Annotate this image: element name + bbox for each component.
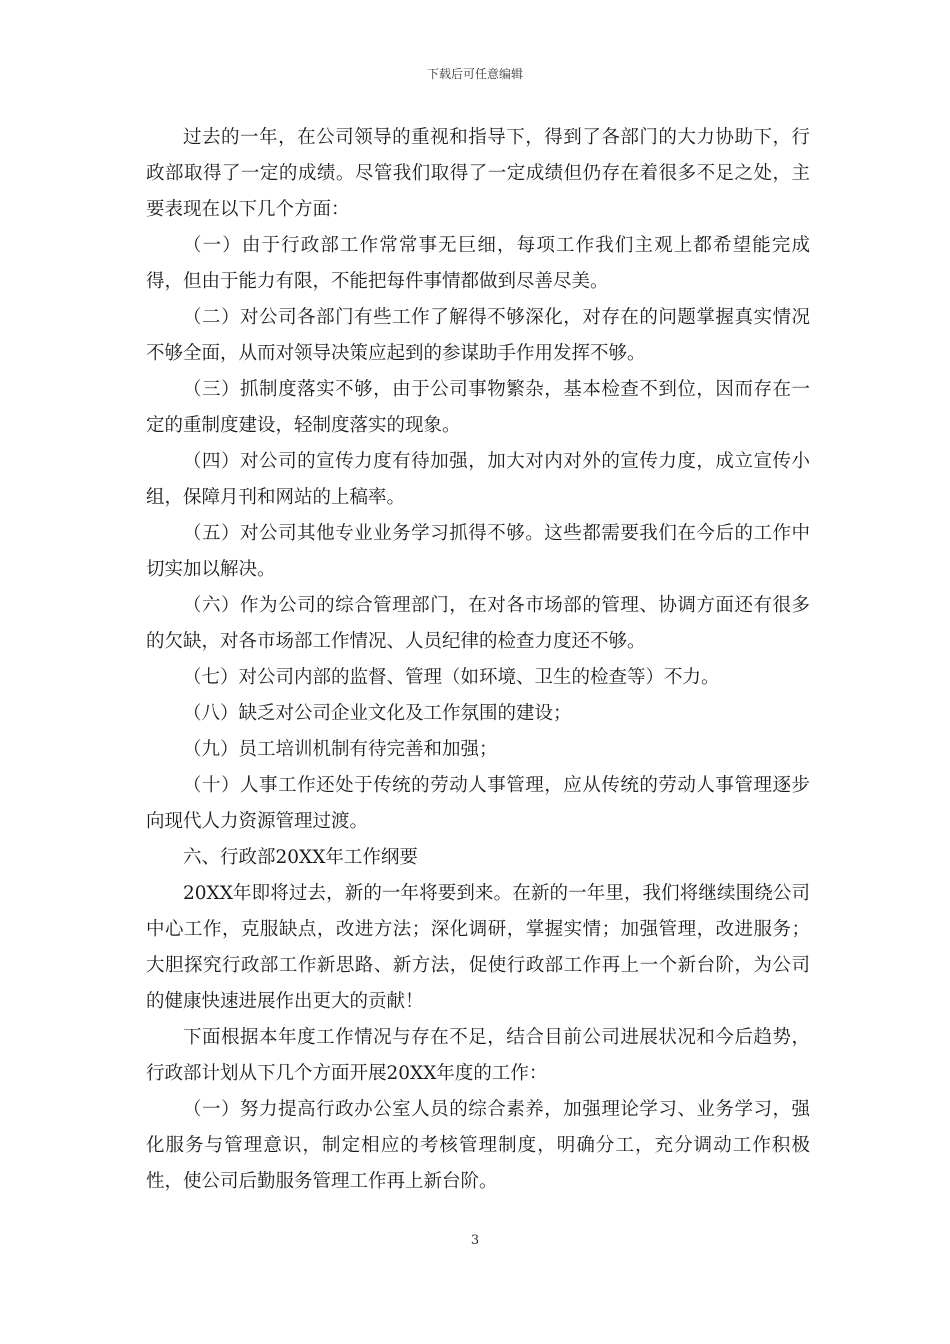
paragraph-intro: 过去的一年，在公司领导的重视和指导下，得到了各部门的大力协助下，行政部取得了一定的成绩。尽管我们取得了一定成绩但仍存在着很多不足之处，主要表现在以下几个方面：	[146, 127, 810, 220]
document-body	[146, 120, 810, 1200]
paragraph-item-8: （八）缺乏对公司企业文化及工作氛围的建设；	[183, 703, 572, 724]
page-header: 下载后可任意编辑	[426, 67, 523, 81]
paragraph-item-7: （七）对公司内部的监督、管理（如环境、卫生的检查等）不力。	[183, 667, 720, 688]
paragraph-item-5: （五）对公司其他专业业务学习抓得不够。这些都需要我们在今后的工作中切实加以解决。	[146, 523, 810, 580]
section-heading: 六、行政部20XX年工作纲要	[183, 847, 418, 868]
paragraph-item-1: （一）由于行政部工作常常事无巨细，每项工作我们主观上都希望能完成得，但由于能力有限，不能把每件事情都做到尽善尽美。	[146, 235, 810, 292]
paragraph-item-3: （三）抓制度落实不够，由于公司事物繁杂，基本检查不到位，因而存在一定的重制度建设，轻制度落实的现象。	[146, 379, 810, 436]
paragraph-plan-item-1: （一）努力提高行政办公室人员的综合素养，加强理论学习、业务学习，强化服务与管理意识，制定相应的考核管理制度，明确分工，充分调动工作积极性，使公司后勤服务管理工作再上新台阶。	[146, 1099, 810, 1192]
paragraph-outlook: 20XX年即将过去，新的一年将要到来。在新的一年里，我们将继续围绕公司中心工作，克服缺点，改进方法；深化调研，掌握实情；加强管理，改进服务；大胆探究行政部工作新思路、新方法，促使行政部工作再上一个新台阶，为公司的健康快速进展作出更大的贡献！	[146, 883, 810, 1012]
paragraph-item-6: （六）作为公司的综合管理部门，在对各市场部的管理、协调方面还有很多的欠缺，对各市场部工作情况、人员纪律的检查力度还不够。	[146, 595, 810, 652]
paragraph-item-2: （二）对公司各部门有些工作了解得不够深化，对存在的问题掌握真实情况不够全面，从而对领导决策应起到的参谋助手作用发挥不够。	[146, 307, 810, 364]
paragraph-plan-intro: 下面根据本年度工作情况与存在不足，结合目前公司进展状况和今后趋势，行政部计划从下几个方面开展20XX年度的工作：	[146, 1027, 810, 1084]
paragraph-item-10: （十）人事工作还处于传统的劳动人事管理，应从传统的劳动人事管理逐步向现代人力资源管理过渡。	[146, 775, 810, 832]
paragraph-item-9: （九）员工培训机制有待完善和加强；	[183, 739, 498, 760]
paragraph-item-4: （四）对公司的宣传力度有待加强，加大对内对外的宣传力度，成立宣传小组，保障月刊和网站的上稿率。	[146, 451, 810, 508]
page-number: 3	[470, 1233, 480, 1248]
